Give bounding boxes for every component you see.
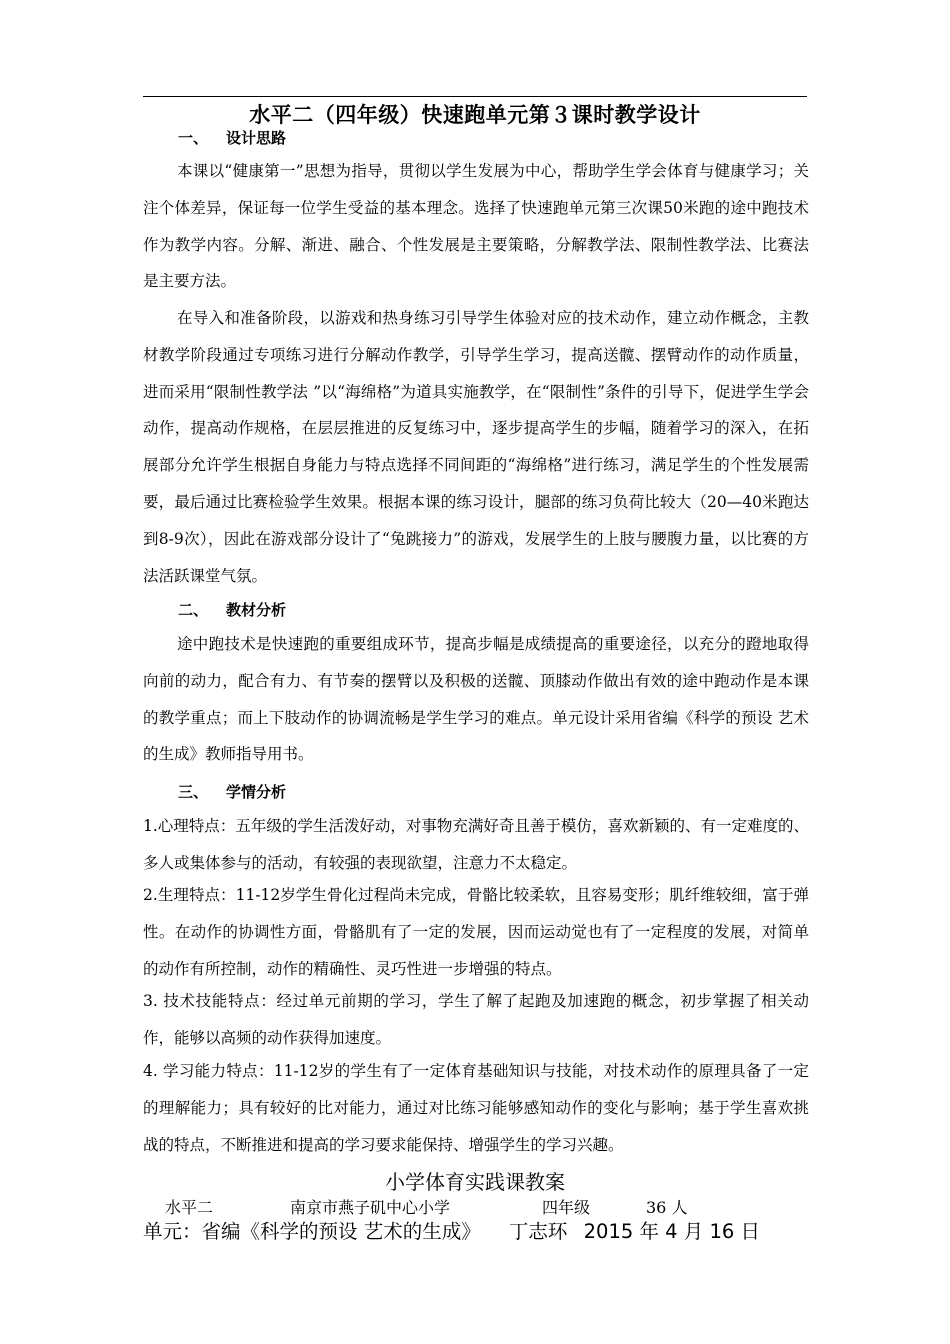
section-title: 教材分析 — [226, 601, 287, 619]
page-title: 水平二（四年级）快速跑单元第３课时教学设计 — [249, 103, 701, 127]
section-number: 二、 — [178, 601, 209, 619]
teacher-name: 丁志环 — [508, 1220, 568, 1243]
section-heading-design-idea — [178, 127, 286, 149]
list-item: 2.生理特点：11-12岁学生骨化过程尚未完成，骨骼比较柔软，且容易变形；肌纤维较细，富于弹性。在动作的协调性方面，骨骼肌有了一定的发展，因而运动觉也有了一定程度的发展，对简单的动作有所控制，动作的精确性、灵巧性进一步增强的特点。 — [143, 886, 809, 978]
section-title: 学情分析 — [226, 783, 287, 801]
student-count: 36 人 — [646, 1198, 688, 1217]
section-number: 一、 — [178, 129, 209, 147]
header-rule — [143, 96, 807, 97]
unit-info-row — [143, 1218, 823, 1246]
section-number: 三、 — [178, 783, 209, 801]
section-heading-student-analysis — [178, 781, 286, 803]
paragraph: 在导入和准备阶段，以游戏和热身练习引导学生体验对应的技术动作，建立动作概念，主教材教学阶段通过专项练习进行分解动作教学，引导学生学习，提高送髋、摆臂动作的动作质量，进而采用“限制性教学法 ”以“海绵格”为道具实施教学，在“限制性”条件的引导下，促进学生学会动作，提高动作规格，在层层推进的反复练习中，逐步提高学生的步幅，随着学习的深入，在拓展部分允许学生根据自身能力与特点选择不同间距的“海绵格”进行练习，满足学生的个性发展需要，最后通过比赛检验学生效果。根据本课的练习设计，腿部的练习负荷比较大（20—40米跑达到8-9次），因此在游戏部分设计了“兔跳接力”的游戏，发展学生的上肢与腰腹力量，以比赛的方法活跃课堂气氛。 — [143, 309, 809, 585]
section-title: 设计思路 — [226, 129, 287, 147]
list-item: 3. 技术技能特点：经过单元前期的学习，学生了解了起跑及加速跑的概念，初步掌握了相关动作，能够以高频的动作获得加速度。 — [143, 992, 809, 1047]
list-item: 4. 学习能力特点：11-12岁的学生有了一定体育基础知识与技能，对技术动作的原理具备了一定的理解能力；具有较好的比对能力，通过对比练习能够感知动作的变化与影响；基于学生喜欢挑战的特点，不断推进和提高的学习要求能保持、增强学生的学习兴趣。 — [143, 1062, 809, 1154]
level-label: 水平二 — [165, 1198, 214, 1217]
section-heading-material-analysis — [178, 599, 286, 621]
paragraph: 本课以“健康第一”思想为指导，贯彻以学生发展为中心，帮助学生学会体育与健康学习；关注个体差异，保证每一位学生受益的基本理念。选择了快速跑单元第三次课50米跑的途中跑技术作为教学内容。分解、渐进、融合、个性发展是主要策略，分解教学法、限制性教学法、比赛法是主要方法。 — [143, 162, 809, 291]
lesson-plan-title: 小学体育实践课教案 — [385, 1170, 565, 1194]
lesson-date: 2015 年 4 月 16 日 — [583, 1220, 760, 1243]
grade-label: 四年级 — [542, 1198, 591, 1217]
paragraph: 途中跑技术是快速跑的重要组成环节，提高步幅是成绩提高的重要途径，以充分的蹬地取得向前的动力，配合有力、有节奏的摆臂以及积极的送髋、顶膝动作做出有效的途中跑动作是本课的教学重点；而上下肢动作的协调流畅是学生学习的难点。单元设计采用省编《科学的预设 艺术的生成》教师指导用书。 — [143, 635, 809, 764]
list-item: 1.心理特点：五年级的学生活泼好动，对事物充满好奇且善于模仿，喜欢新颖的、有一定难度的、多人或集体参与的活动，有较强的表现欲望，注意力不太稳定。 — [143, 817, 809, 872]
school-name: 南京市燕子矶中心小学 — [290, 1198, 451, 1217]
unit-label: 单元：省编《科学的预设 艺术的生成》 — [143, 1220, 481, 1243]
